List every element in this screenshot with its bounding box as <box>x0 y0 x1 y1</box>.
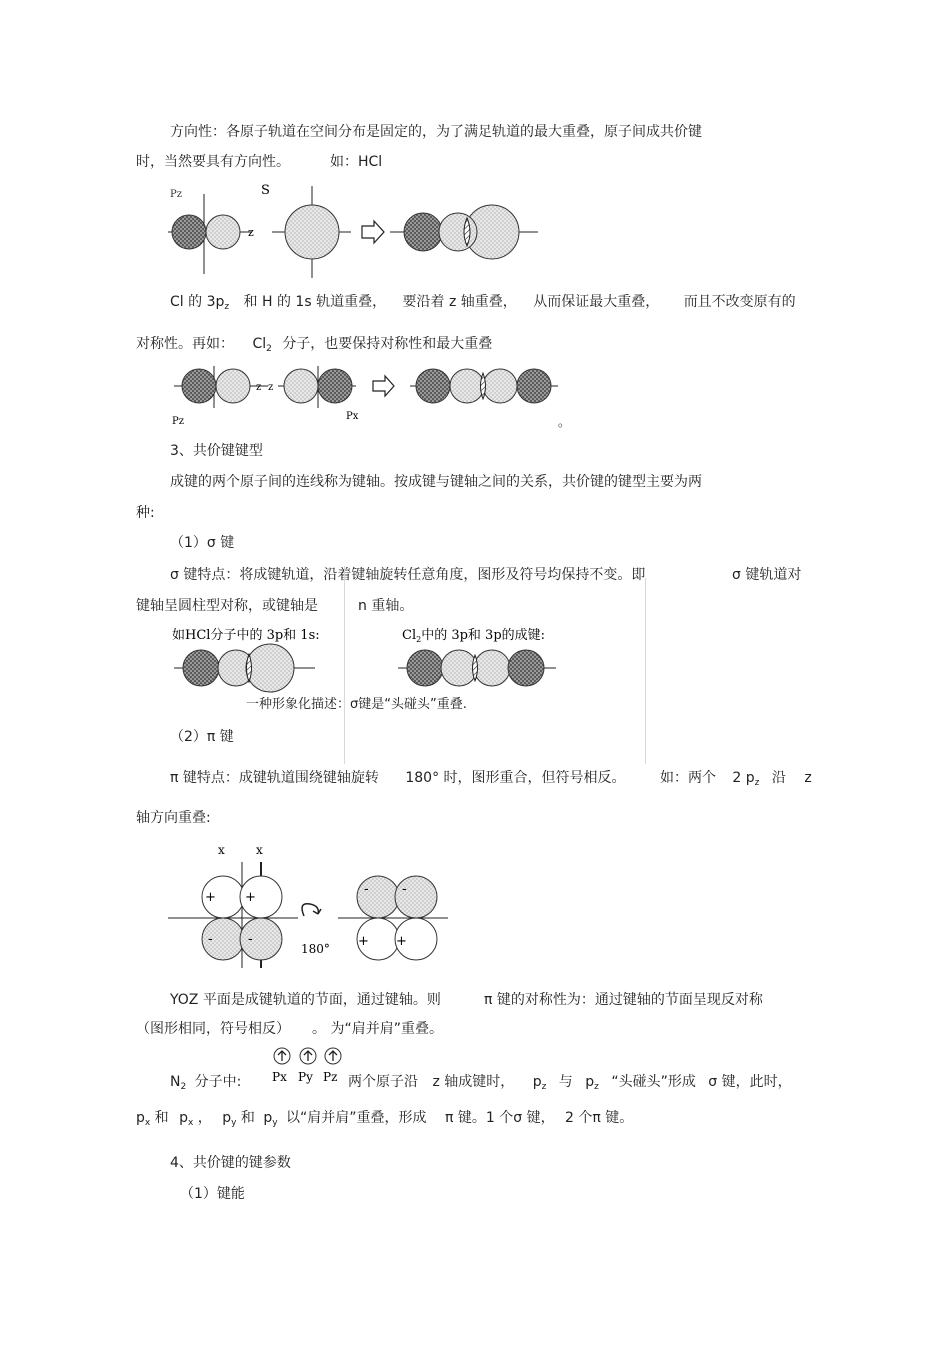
caption-hcl: 如HCl分子中的 3p和 1s: <box>172 628 320 643</box>
pi-feature-line2: 轴方向重叠: <box>136 810 211 826</box>
svg-text:+: + <box>245 890 256 905</box>
pi-bond-heading: （2）π 键 <box>170 729 234 745</box>
sigma-feature-line2: 键轴呈圆柱型对称，或键轴是 <box>136 598 318 614</box>
svg-text:Px: Px <box>346 411 359 422</box>
paragraph-cl2: 对称性。再如： $Cl_2$ 分子，也要保持对称性和最大重叠 <box>136 336 493 354</box>
svg-text:Px: Px <box>272 1070 287 1084</box>
svg-text:x: x <box>218 843 225 857</box>
paragraph-cl-3pz: Cl 的 $3p_z$ 和 H 的 1s 轨道重叠， 要沿着 z 轴重叠， 从而保证最大重叠， 而且不改变原有的 <box>170 294 796 312</box>
svg-text:Pz: Pz <box>323 1070 338 1084</box>
paragraph-directionality-line1: 方向性：各原子轨道在空间分布是固定的，为了满足轨道的最大重叠，原子间成共价键 <box>170 124 702 140</box>
yoz-plane-line2a: （图形相同，符号相反） <box>136 1021 290 1037</box>
scan-border-line <box>645 578 646 764</box>
arrow-icon <box>362 221 384 243</box>
sigma-bond-heading: （1）σ 键 <box>170 535 235 551</box>
yoz-plane-line2b: 。 为“肩并肩”重叠。 <box>312 1021 443 1037</box>
svg-text:z: z <box>256 382 262 393</box>
svg-text:Pz: Pz <box>172 416 184 427</box>
svg-text:-: - <box>364 882 369 897</box>
svg-text:x: x <box>256 843 263 857</box>
svg-text:Py: Py <box>298 1070 313 1084</box>
figure-pi-overlap <box>168 840 458 970</box>
svg-text:+: + <box>205 890 216 905</box>
sigma-feature-line1: σ 键特点：将成键轨道，沿着键轴旋转任意角度，图形及符号均保持不变。即 <box>170 567 646 583</box>
paragraph-directionality-line2: 时，当然要具有方向性。 <box>136 154 290 170</box>
section-3-line1: 成键的两个原子间的连线称为键轴。按成键与键轴之间的关系，共价键的键型主要为两 <box>170 474 702 490</box>
svg-text:Cl2中的 3p和 3p的成键:: $Cl_2$中的 3p和 3p的成键: <box>402 628 546 644</box>
s-label: S <box>261 183 270 198</box>
z-axis-label: z <box>248 226 254 239</box>
n2-bonding-line1: 两个原子沿 z 轴成键时， $p_z$ 与 $p_z$ “头碰头”形成 σ 键，此时， <box>348 1074 792 1092</box>
svg-text:-: - <box>248 932 253 947</box>
n2-p-orbitals-figure <box>270 1046 346 1086</box>
pz-label: Pz <box>170 189 182 200</box>
sigma-description-note: 一种形象化描述：σ键是“头碰头”重叠. <box>246 697 467 712</box>
sigma-feature-line1b: σ 键轨道对 <box>732 567 802 583</box>
section-3-line2: 种: <box>136 505 155 521</box>
pi-feature-line1: π 键特点：成键轨道围绕键轴旋转 180° 时，图形重合，但符号相反。 如：两个 2 $p_z$ 沿 z <box>170 770 812 788</box>
rotate-icon <box>302 904 321 916</box>
section-3-title: 3、共价键键型 <box>170 443 263 459</box>
svg-text:-: - <box>208 932 213 947</box>
figure-cl2-overlap <box>170 362 580 432</box>
svg-text:z: z <box>268 382 274 393</box>
figure-hcl-overlap <box>168 180 548 280</box>
yoz-plane-line1b: π 键的对称性为：通过键轴的节面呈现反对称 <box>484 992 763 1008</box>
svg-text:+: + <box>396 934 407 949</box>
hcl-example-label: 如：HCl <box>330 154 383 170</box>
svg-text:+: + <box>358 934 369 949</box>
svg-text:。: 。 <box>558 415 571 429</box>
yoz-plane-line1a: YOZ 平面是成键轨道的节面，通过键轴。则 <box>170 992 441 1008</box>
arrow-icon <box>373 376 394 396</box>
section-4-title: 4、共价键的键参数 <box>170 1155 291 1171</box>
sigma-feature-line2b: n 重轴。 <box>358 598 414 614</box>
n2-bonding-line2: $p_x$ 和 $p_x$ ， $p_y$ 和 $p_y$ 以“肩并肩”重叠，形成 π 键。1 个σ 键， 2 个π 键。 <box>136 1110 634 1128</box>
svg-text:180°: 180° <box>301 942 330 956</box>
svg-text:-: - <box>402 882 407 897</box>
bond-energy-heading: （1）键能 <box>180 1186 245 1202</box>
n2-molecule-label: $N_2$ 分子中: <box>170 1074 242 1092</box>
